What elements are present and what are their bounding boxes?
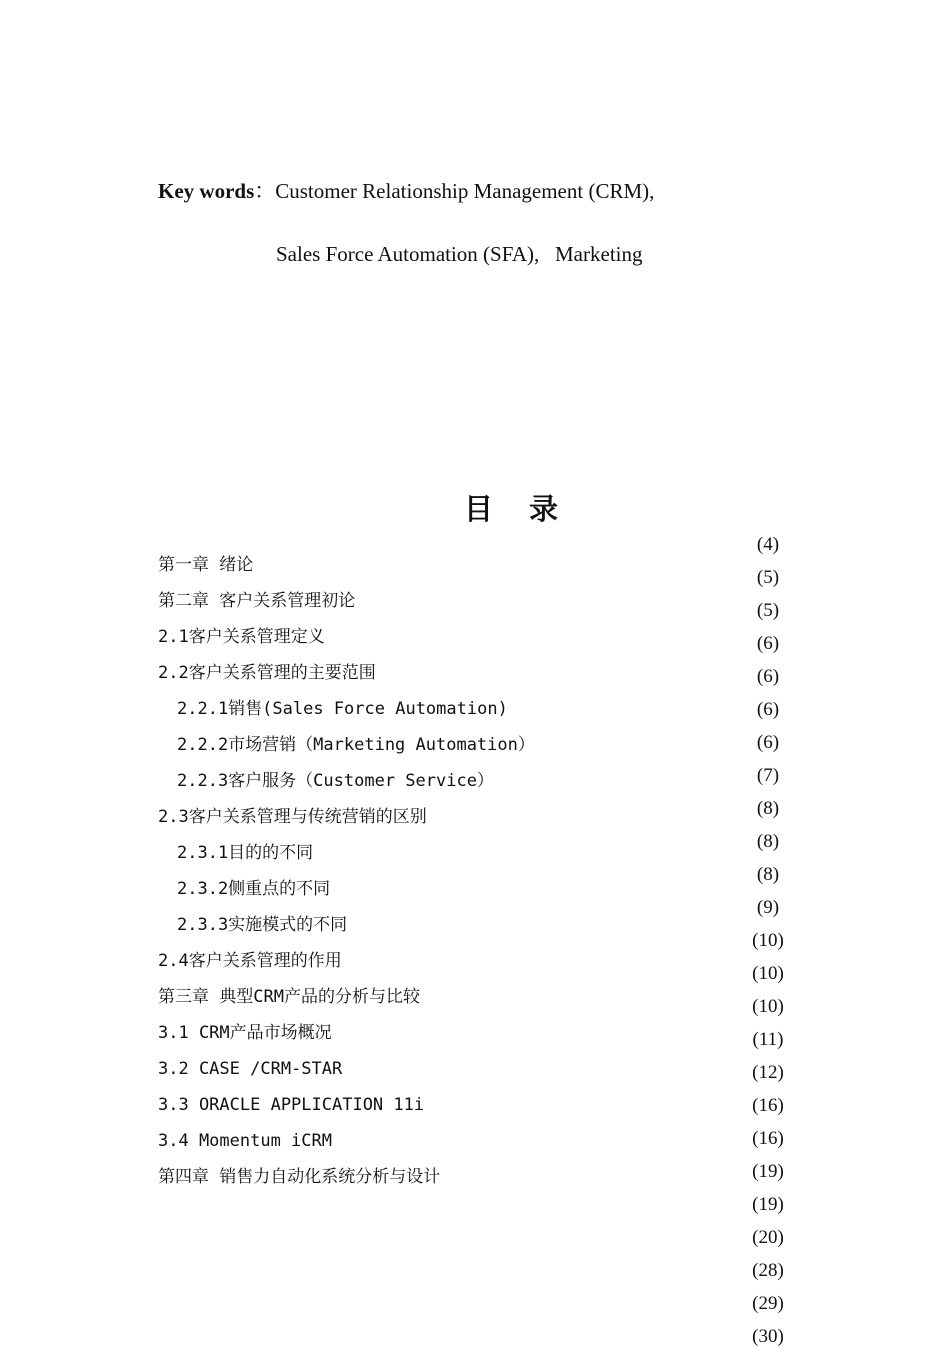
toc-entry: 2.3.1目的的不同 — [177, 843, 314, 863]
toc-entry: 2.1客户关系管理定义 — [158, 627, 325, 647]
keywords-text-1: Customer Relationship Management (CRM), — [275, 179, 655, 203]
toc-entry: 2.2.3客户服务（Customer Service） — [177, 771, 494, 791]
toc-page-number: (5) — [756, 567, 780, 588]
toc-entry: 2.3.2侧重点的不同 — [177, 879, 331, 899]
keywords-line-2 — [276, 244, 643, 265]
toc-entry: 3.4 Momentum iCRM — [158, 1131, 332, 1151]
toc-page-number: (6) — [756, 699, 780, 720]
toc-page-number: (29) — [752, 1293, 784, 1314]
toc-entry: 2.2.2市场营销（Marketing Automation） — [177, 735, 535, 755]
toc-page-number: (20) — [752, 1227, 784, 1248]
toc-page-number: (8) — [756, 831, 780, 852]
toc-page-number: (9) — [756, 897, 780, 918]
toc-page-number: (4) — [756, 534, 780, 555]
keywords-text-2: Sales Force Automation (SFA), Marketing — [276, 242, 643, 266]
toc-page-number: (6) — [756, 732, 780, 753]
toc-entry: 第一章 绪论 — [158, 555, 254, 575]
toc-page-number: (16) — [752, 1095, 784, 1116]
keywords-label: Key words — [158, 179, 255, 203]
toc-page-number: (8) — [756, 798, 780, 819]
toc-page-number: (10) — [752, 963, 784, 984]
toc-page-number: (8) — [756, 864, 780, 885]
toc-entry: 3.1 CRM产品市场概况 — [158, 1023, 332, 1043]
toc-page-number: (10) — [752, 996, 784, 1017]
toc-page-number: (16) — [752, 1128, 784, 1149]
toc-page-number: (28) — [752, 1260, 784, 1281]
toc-entry: 第四章 销售力自动化系统分析与设计 — [158, 1167, 441, 1187]
toc-page-number: (11) — [752, 1029, 784, 1050]
toc-entry: 2.3客户关系管理与传统营销的区别 — [158, 807, 427, 827]
toc-title-char-1: 目 — [463, 492, 493, 526]
keywords-separator: ： — [254, 179, 276, 203]
toc-entry: 3.2 CASE /CRM-STAR — [158, 1059, 343, 1079]
toc-entry: 2.2.1销售(Sales Force Automation) — [177, 699, 508, 719]
toc-page-number: (7) — [756, 765, 780, 786]
toc-entry: 2.2客户关系管理的主要范围 — [158, 663, 376, 683]
toc-entry: 3.3 ORACLE APPLICATION 11i — [158, 1095, 425, 1115]
toc-page-number: (10) — [752, 930, 784, 951]
keywords-line-1 — [158, 181, 654, 202]
toc-title — [0, 492, 950, 526]
toc-page-number: (12) — [752, 1062, 784, 1083]
toc-page-number: (30) — [752, 1326, 784, 1347]
toc-title-char-2: 录 — [529, 492, 559, 526]
toc-page-number: (6) — [756, 666, 780, 687]
toc-page-number: (6) — [756, 633, 780, 654]
toc-page-number: (19) — [752, 1194, 784, 1215]
toc-entry: 2.4客户关系管理的作用 — [158, 951, 342, 971]
toc-page-number: (19) — [752, 1161, 784, 1182]
toc-page-number: (5) — [756, 600, 780, 621]
toc-page-numbers — [738, 528, 798, 1353]
toc-entry: 第三章 典型CRM产品的分析与比较 — [158, 987, 420, 1007]
toc-entry: 第二章 客户关系管理初论 — [158, 591, 356, 611]
toc-entries — [158, 547, 535, 1195]
toc-entry: 2.3.3实施模式的不同 — [177, 915, 348, 935]
